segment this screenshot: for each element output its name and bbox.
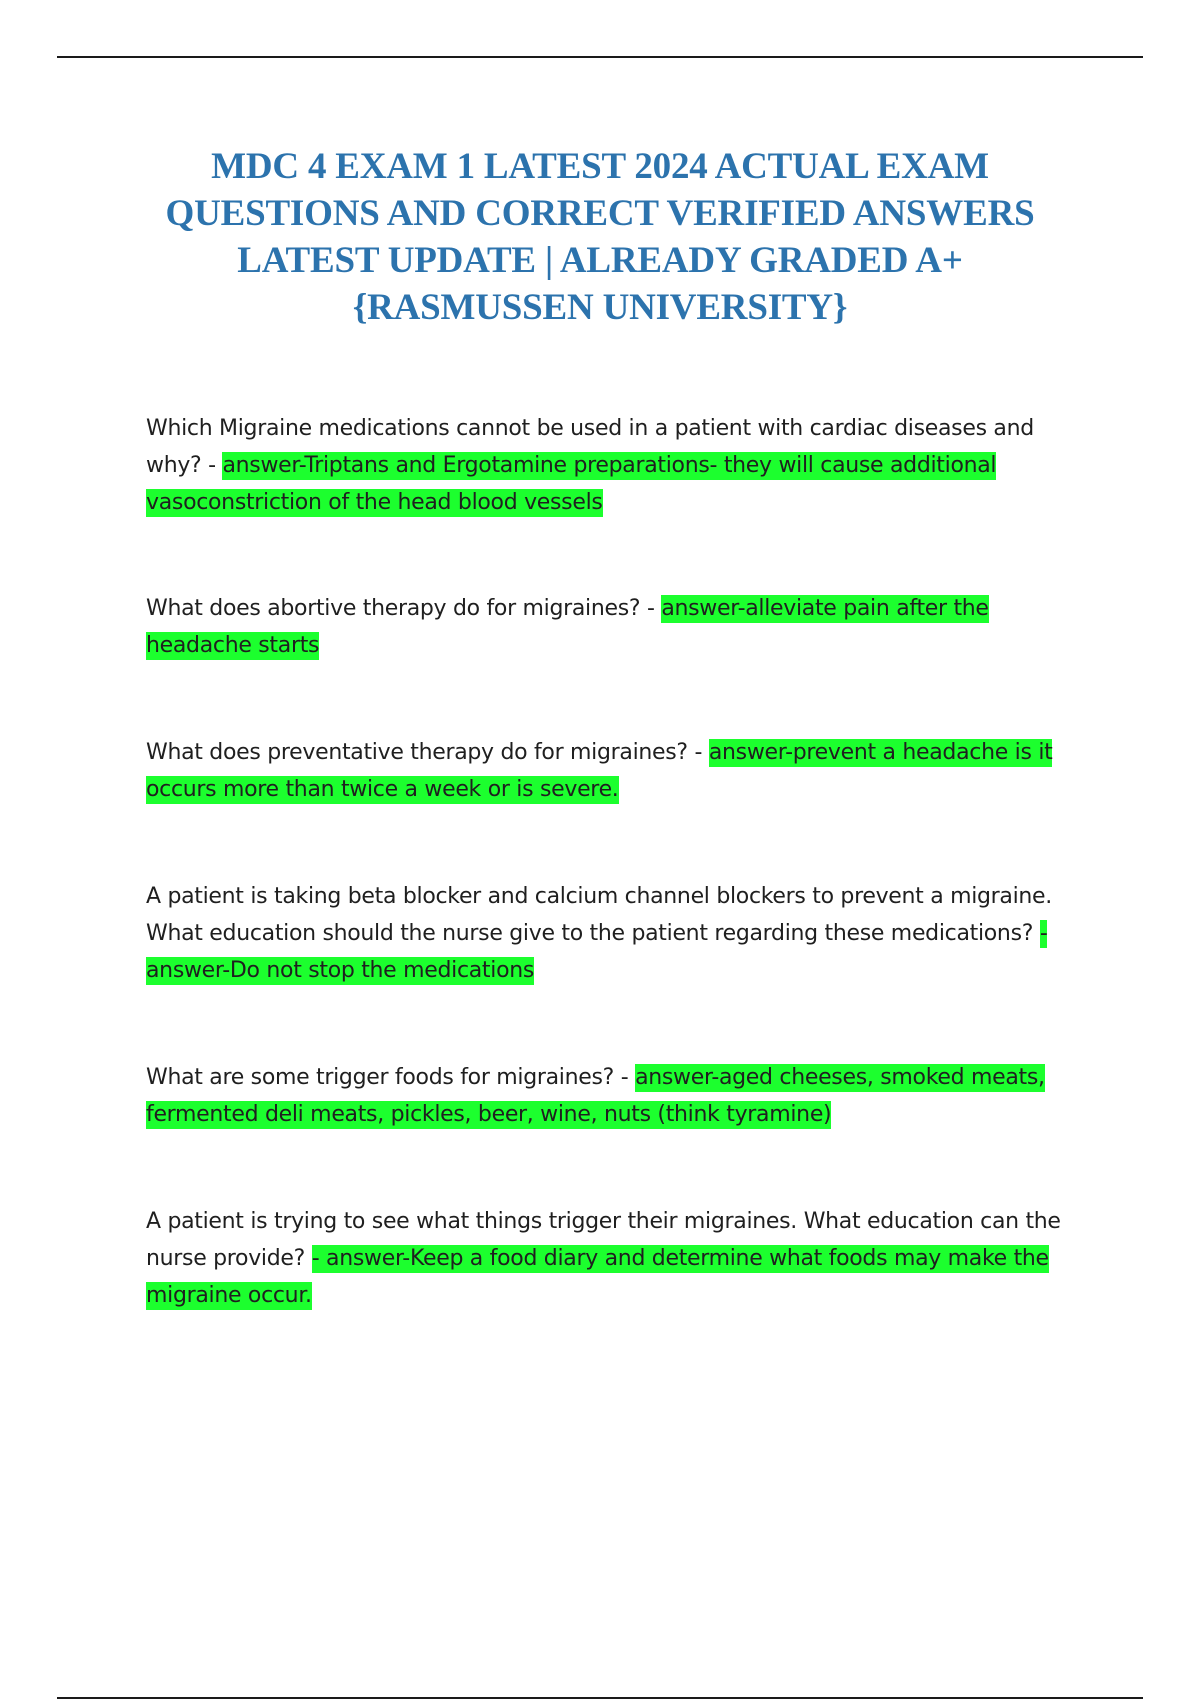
qa-item-2 <box>146 590 1086 664</box>
answer-highlight: answer-prevent a headache is it occurs more than twice a week or is severe. <box>146 740 1053 802</box>
qa-item-6 <box>146 1203 1086 1314</box>
question-text: What does abortive therapy do for migraines? - <box>146 596 662 621</box>
answer-highlight: - answer-Keep a food diary and determine what foods may make the migraine occur. <box>146 1246 1049 1308</box>
answer-highlight: answer-alleviate pain after the headache starts <box>146 596 989 658</box>
answer-highlight: answer-Triptans and Ergotamine preparations- they will cause additional vasoconstriction of the head blood vessels <box>146 453 997 515</box>
answer-highlight: - answer-Do not stop the medications <box>146 921 1048 983</box>
title-line-4: {RASMUSSEN UNIVERSITY} <box>352 287 848 328</box>
top-divider <box>57 56 1143 58</box>
qa-item-3 <box>146 734 1086 808</box>
question-text: A patient is taking beta blocker and calcium channel blockers to prevent a migraine. What education should the nurse give to the patient regarding these medications? <box>146 884 1052 946</box>
title-line-1: MDC 4 EXAM 1 LATEST 2024 ACTUAL EXAM <box>211 146 989 187</box>
bottom-divider <box>57 1697 1143 1699</box>
answer-highlight: answer-aged cheeses, smoked meats, fermented deli meats, pickles, beer, wine, nuts (think tyramine) <box>146 1065 1045 1127</box>
question-text: What are some trigger foods for migraines? - <box>146 1065 636 1090</box>
question-text: A patient is trying to see what things trigger their migraines. What education can the nurse provide? <box>146 1209 1061 1271</box>
question-text: What does preventative therapy do for migraines? - <box>146 740 709 765</box>
qa-item-5 <box>146 1059 1086 1133</box>
title-line-3: LATEST UPDATE | ALREADY GRADED A+ <box>237 240 963 281</box>
question-text: Which Migraine medications cannot be used in a patient with cardiac diseases and why? - <box>146 416 1034 478</box>
document-title <box>100 143 1100 331</box>
qa-item-4 <box>146 878 1086 989</box>
qa-item-1 <box>146 410 1086 521</box>
title-line-2: QUESTIONS AND CORRECT VERIFIED ANSWERS <box>165 193 1035 234</box>
